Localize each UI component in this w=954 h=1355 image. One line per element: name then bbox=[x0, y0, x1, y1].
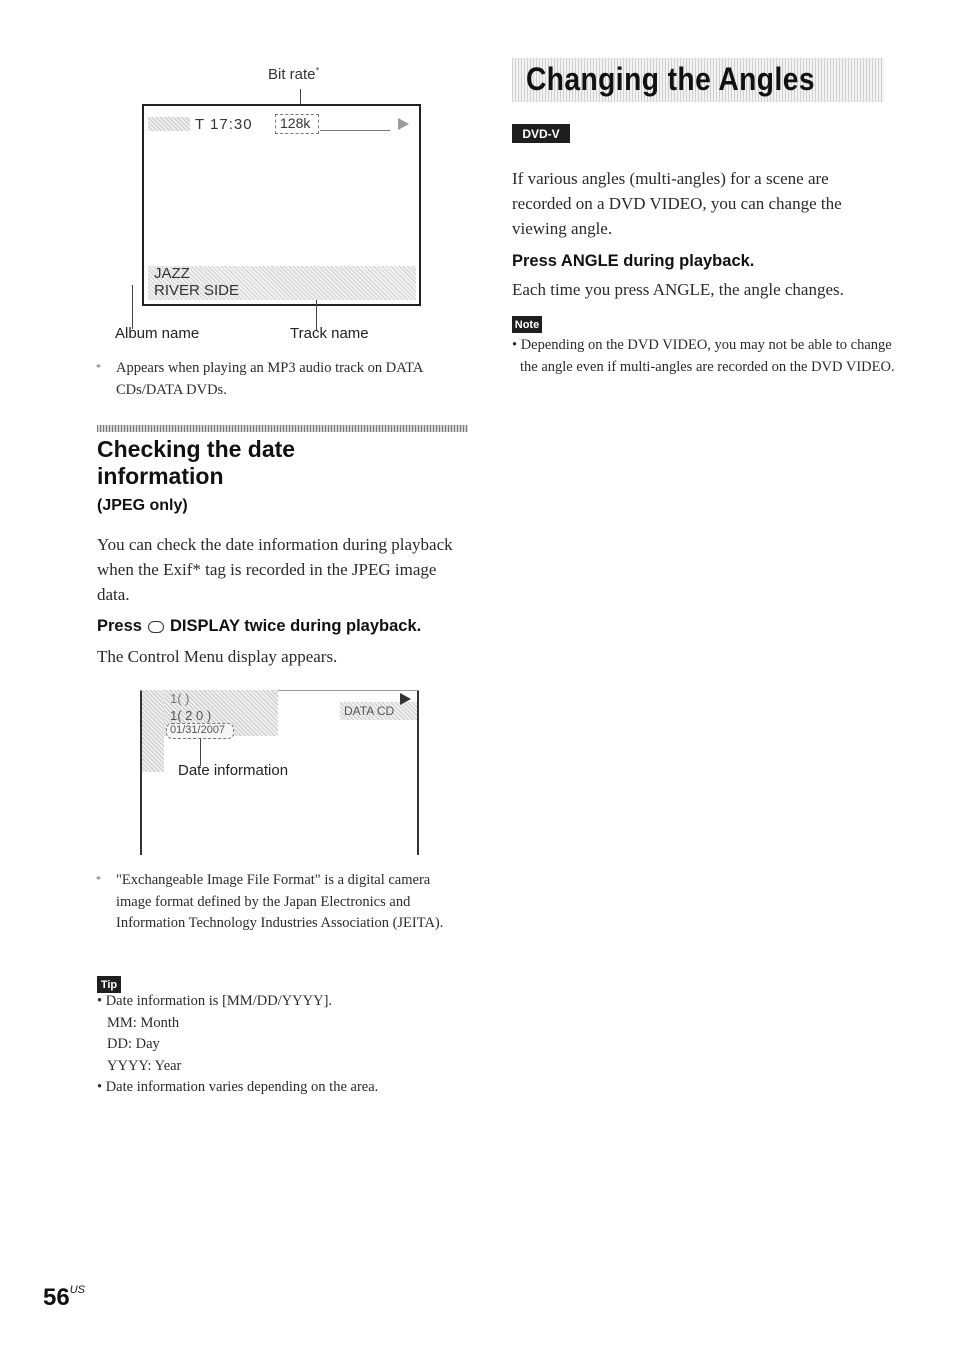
date-info-label: Date information bbox=[178, 762, 289, 779]
status-bar-line bbox=[320, 130, 390, 131]
exif-footnote bbox=[96, 870, 468, 935]
angle-step: Press ANGLE during playback. bbox=[512, 252, 755, 270]
display-icon bbox=[148, 621, 164, 633]
date-intro-paragraph: You can check the date information during playback when the Exif* tag is recorded in the JPEG image data. bbox=[97, 535, 453, 604]
tip-line-month: MM: Month bbox=[107, 1014, 180, 1031]
note-badge: Note bbox=[512, 316, 542, 333]
folder-number: 1( ) bbox=[170, 691, 190, 706]
tip-line-day: DD: Day bbox=[107, 1036, 160, 1052]
footnote-asterisk: * bbox=[96, 363, 101, 374]
track-name-label: Track name bbox=[290, 325, 369, 342]
status-bar-icon bbox=[148, 117, 190, 131]
figure-control-menu bbox=[140, 690, 422, 858]
display-step bbox=[97, 617, 421, 636]
menu-sidebar bbox=[142, 690, 164, 772]
bitrate-value: 128k bbox=[280, 115, 311, 131]
menu-frame-right bbox=[417, 690, 419, 855]
angles-title-banner bbox=[512, 58, 884, 102]
exif-asterisk: * bbox=[96, 875, 101, 886]
angles-intro-paragraph: If various angles (multi-angles) for a scene are recorded on a DVD VIDEO, you can change the viewing angle. bbox=[512, 169, 842, 238]
track-time: T 17:30 bbox=[195, 116, 253, 133]
source-label: DATA CD bbox=[344, 704, 395, 718]
dvd-v-badge: DVD-V bbox=[512, 124, 570, 143]
page-number-suffix: US bbox=[69, 1284, 85, 1296]
section-rule bbox=[97, 425, 468, 432]
track-name: RIVER SIDE bbox=[154, 282, 240, 299]
angle-result: Each time you press ANGLE, the angle changes. bbox=[512, 280, 844, 299]
figure-track-display bbox=[110, 60, 440, 350]
album-leader-line bbox=[132, 285, 133, 329]
play-icon bbox=[400, 693, 411, 705]
display-step-prefix: Press bbox=[97, 617, 142, 635]
tv-screen bbox=[142, 104, 421, 306]
album-name: JAZZ bbox=[154, 265, 190, 282]
angles-note: • Depending on the DVD VIDEO, you may not be able to change the angle even if multi-angles are recorded on the DVD VIDEO. bbox=[512, 337, 895, 375]
date-value: 01/31/2007 bbox=[170, 724, 226, 736]
tip-line-area: • Date information varies depending on the area. bbox=[97, 1079, 379, 1095]
tip-block bbox=[97, 991, 467, 1099]
bitrate-footnote-text: Appears when playing an MP3 audio track on DATA CDs/DATA DVDs. bbox=[116, 360, 423, 398]
section-title: Checking the date information bbox=[97, 436, 296, 489]
angles-title: Changing the Angles bbox=[526, 61, 815, 97]
exif-footnote-text: "Exchangeable Image File Format" is a digital camera image format defined by the Japan Electronics and Information Technology Industries Association (JEITA). bbox=[116, 872, 444, 931]
tip-badge: Tip bbox=[97, 976, 121, 993]
play-icon bbox=[398, 118, 409, 130]
section-subtitle: (JPEG only) bbox=[97, 497, 188, 514]
bitrate-asterisk: * bbox=[315, 66, 320, 77]
page-number bbox=[43, 1284, 85, 1312]
bitrate-footnote bbox=[96, 358, 441, 401]
control-menu-result: The Control Menu display appears. bbox=[97, 647, 338, 666]
page-number-value: 56 bbox=[43, 1284, 70, 1311]
bitrate-label: Bit rate bbox=[268, 66, 316, 83]
display-step-text: DISPLAY twice during playback. bbox=[169, 617, 422, 635]
tip-line-format: • Date information is [MM/DD/YYYY]. bbox=[97, 993, 333, 1009]
tip-line-year: YYYY: Year bbox=[107, 1057, 182, 1074]
file-number: 1( 2 0 ) bbox=[170, 708, 212, 723]
album-name-label: Album name bbox=[115, 325, 200, 342]
